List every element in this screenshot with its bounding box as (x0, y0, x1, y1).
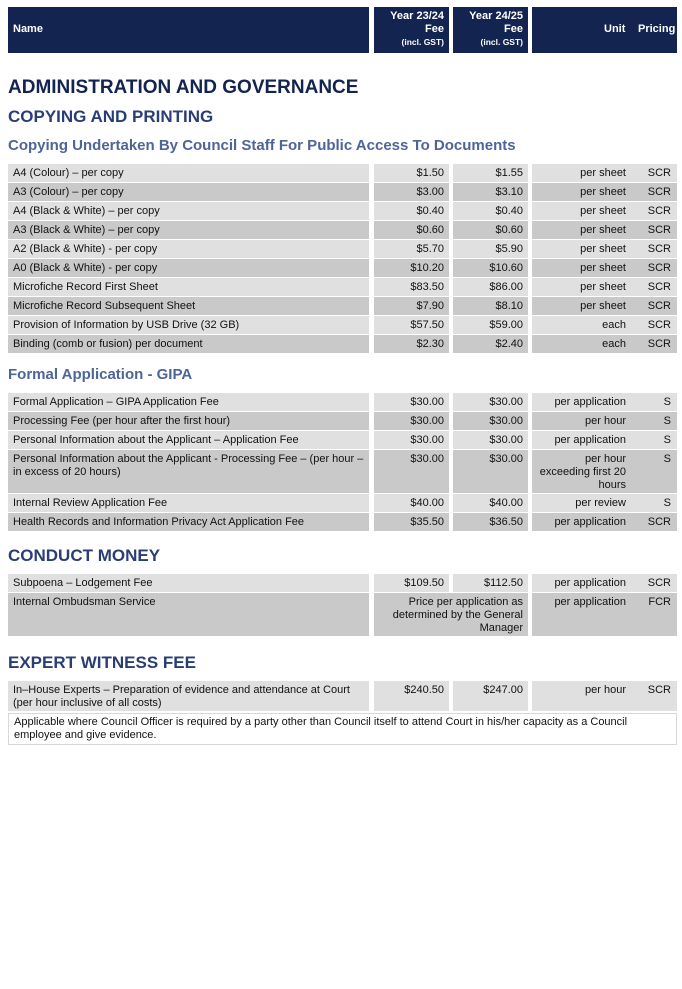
header-name: Name (8, 7, 369, 53)
item-fee-2324: $30.00 (374, 393, 449, 411)
item-pricing: SCR (647, 300, 671, 312)
item-pricing: S (663, 453, 671, 465)
header-fee-2425-year: Year 24/25 (469, 10, 523, 22)
item-pricing: SCR (647, 516, 671, 528)
table-row (8, 335, 677, 353)
item-fee-2425: $5.90 (453, 240, 528, 258)
heading-expert-witness: EXPERT WITNESS FEE (8, 653, 196, 672)
item-name: Provision of Information by USB Drive (32 GB) (8, 316, 369, 334)
item-unit: per hour (585, 684, 626, 696)
item-unit: per hour exceeding first 20 hours (539, 453, 626, 491)
item-pricing: SCR (647, 338, 671, 350)
item-unit: per sheet (580, 300, 626, 312)
item-pricing: S (663, 415, 671, 427)
item-unit: per application (554, 577, 626, 589)
item-fee-2425: $8.10 (453, 297, 528, 315)
item-unit-cell (532, 221, 677, 239)
item-unit: per application (554, 596, 626, 608)
heading-conduct-money: CONDUCT MONEY (8, 546, 161, 565)
table-row (8, 450, 677, 493)
table-row (8, 494, 677, 512)
table-row (8, 593, 677, 636)
item-pricing: SCR (647, 167, 671, 179)
item-fee-2425: $36.50 (453, 513, 528, 531)
item-unit-cell (532, 164, 677, 182)
table-row (8, 278, 677, 296)
item-name: Health Records and Information Privacy Act Application Fee (8, 513, 369, 531)
item-pricing: SCR (647, 319, 671, 331)
item-unit-cell (532, 574, 677, 592)
table-row (8, 681, 677, 711)
item-fee-2324: $109.50 (374, 574, 449, 592)
item-name: Subpoena – Lodgement Fee (8, 574, 369, 592)
item-fee-2324: $2.30 (374, 335, 449, 353)
item-unit-cell (532, 316, 677, 334)
table-row (8, 513, 677, 531)
item-pricing: FCR (648, 596, 671, 608)
item-pricing: S (663, 434, 671, 446)
heading-gipa: Formal Application - GIPA (8, 366, 193, 383)
item-fee-2324: $5.70 (374, 240, 449, 258)
header-fee-2425-gst: (incl. GST) (480, 37, 523, 47)
item-unit: each (602, 338, 626, 350)
item-unit-cell (532, 412, 677, 430)
item-unit-cell (532, 450, 677, 493)
item-unit-cell (532, 681, 677, 711)
header-fee-2425 (453, 7, 528, 53)
item-unit-cell (532, 335, 677, 353)
item-unit: per application (554, 434, 626, 446)
item-fee-2324: $30.00 (374, 412, 449, 430)
item-fee-2324: $0.60 (374, 221, 449, 239)
item-name: Formal Application – GIPA Application Fee (8, 393, 369, 411)
item-unit-cell (532, 593, 677, 636)
item-name: A2 (Black & White) - per copy (8, 240, 369, 258)
item-fee-2324: $57.50 (374, 316, 449, 334)
item-unit-cell (532, 278, 677, 296)
item-fee-2324: $30.00 (374, 450, 449, 493)
item-name: A4 (Colour) – per copy (8, 164, 369, 182)
header-fee-2324 (374, 7, 449, 53)
table-row (8, 574, 677, 592)
item-pricing: SCR (647, 577, 671, 589)
item-fee-combined: Price per application as determined by the General Manager (374, 593, 528, 636)
item-name: A4 (Black & White) – per copy (8, 202, 369, 220)
table-row (8, 393, 677, 411)
item-fee-2425: $0.40 (453, 202, 528, 220)
item-fee-2324: $83.50 (374, 278, 449, 296)
header-fee-2324-fee: Fee (425, 23, 444, 35)
item-name: Internal Review Application Fee (8, 494, 369, 512)
item-pricing: S (663, 396, 671, 408)
item-fee-2425: $0.60 (453, 221, 528, 239)
item-pricing: SCR (647, 262, 671, 274)
item-fee-2425: $112.50 (453, 574, 528, 592)
item-fee-2425: $3.10 (453, 183, 528, 201)
item-unit: per sheet (580, 205, 626, 217)
item-fee-2324: $3.00 (374, 183, 449, 201)
item-unit: per hour (585, 415, 626, 427)
item-pricing: SCR (647, 684, 671, 696)
item-name: A3 (Black & White) – per copy (8, 221, 369, 239)
item-unit: per application (554, 396, 626, 408)
item-fee-2324: $10.20 (374, 259, 449, 277)
item-fee-2324: $35.50 (374, 513, 449, 531)
header-pricing: Pricing (638, 23, 676, 35)
table-row (8, 240, 677, 258)
item-pricing: SCR (647, 243, 671, 255)
item-unit-cell (532, 183, 677, 201)
table-row (8, 297, 677, 315)
table-row (8, 183, 677, 201)
table-row (8, 412, 677, 430)
item-unit: per sheet (580, 224, 626, 236)
item-name: Personal Information about the Applicant - Processing Fee – (per hour – in excess of 20 hours) (8, 450, 369, 493)
item-fee-2425: $247.00 (453, 681, 528, 711)
table-row (8, 164, 677, 182)
item-unit: per sheet (580, 243, 626, 255)
heading-administration: ADMINISTRATION AND GOVERNANCE (8, 77, 359, 98)
item-name: Personal Information about the Applicant – Application Fee (8, 431, 369, 449)
item-unit-cell (532, 259, 677, 277)
item-name: A0 (Black & White) - per copy (8, 259, 369, 277)
header-unit-pricing (532, 7, 677, 53)
item-unit-cell (532, 431, 677, 449)
item-name: Microfiche Record Subsequent Sheet (8, 297, 369, 315)
item-fee-2425: $10.60 (453, 259, 528, 277)
item-fee-2324: $30.00 (374, 431, 449, 449)
item-fee-2425: $30.00 (453, 450, 528, 493)
heading-copying: COPYING AND PRINTING (8, 107, 214, 126)
item-unit: per sheet (580, 262, 626, 274)
item-name: In–House Experts – Preparation of evidence and attendance at Court (per hour inclusive of all costs) (8, 681, 369, 711)
header-fee-2324-year: Year 23/24 (390, 10, 444, 22)
item-unit-cell (532, 494, 677, 512)
item-fee-2425: $30.00 (453, 431, 528, 449)
item-fee-2324: $240.50 (374, 681, 449, 711)
heading-copying-sub: Copying Undertaken By Council Staff For Public Access To Documents (8, 137, 516, 154)
item-unit-cell (532, 393, 677, 411)
item-fee-2425: $30.00 (453, 393, 528, 411)
item-pricing: SCR (647, 281, 671, 293)
header-fee-2425-fee: Fee (504, 23, 523, 35)
item-fee-2425: $59.00 (453, 316, 528, 334)
item-fee-2324: $1.50 (374, 164, 449, 182)
item-pricing: SCR (647, 186, 671, 198)
item-fee-2425: $2.40 (453, 335, 528, 353)
item-fee-2425: $40.00 (453, 494, 528, 512)
item-name: Microfiche Record First Sheet (8, 278, 369, 296)
item-fee-2425: $30.00 (453, 412, 528, 430)
item-name: Processing Fee (per hour after the first hour) (8, 412, 369, 430)
item-unit-cell (532, 240, 677, 258)
item-unit: per application (554, 516, 626, 528)
item-fee-2324: $40.00 (374, 494, 449, 512)
item-unit: per sheet (580, 281, 626, 293)
item-unit: per sheet (580, 186, 626, 198)
item-pricing: SCR (647, 224, 671, 236)
item-unit-cell (532, 297, 677, 315)
item-unit: each (602, 319, 626, 331)
item-fee-2425: $1.55 (453, 164, 528, 182)
item-unit: per sheet (580, 167, 626, 179)
header-unit: Unit (604, 23, 626, 35)
item-name: Binding (comb or fusion) per document (8, 335, 369, 353)
item-unit-cell (532, 202, 677, 220)
header-fee-2324-gst: (incl. GST) (401, 37, 444, 47)
item-fee-2425: $86.00 (453, 278, 528, 296)
table-row (8, 316, 677, 334)
item-fee-2324: $7.90 (374, 297, 449, 315)
item-unit-cell (532, 513, 677, 531)
expert-note: Applicable where Council Officer is required by a party other than Council itself to attend Court in his/her capacity as a Council employee and give evidence. (8, 713, 677, 745)
table-row (8, 431, 677, 449)
item-pricing: SCR (647, 205, 671, 217)
item-pricing: S (663, 497, 671, 509)
item-unit: per review (575, 497, 626, 509)
item-name: A3 (Colour) – per copy (8, 183, 369, 201)
table-row (8, 202, 677, 220)
table-row (8, 259, 677, 277)
item-fee-2324: $0.40 (374, 202, 449, 220)
item-name: Internal Ombudsman Service (8, 593, 369, 636)
table-row (8, 221, 677, 239)
